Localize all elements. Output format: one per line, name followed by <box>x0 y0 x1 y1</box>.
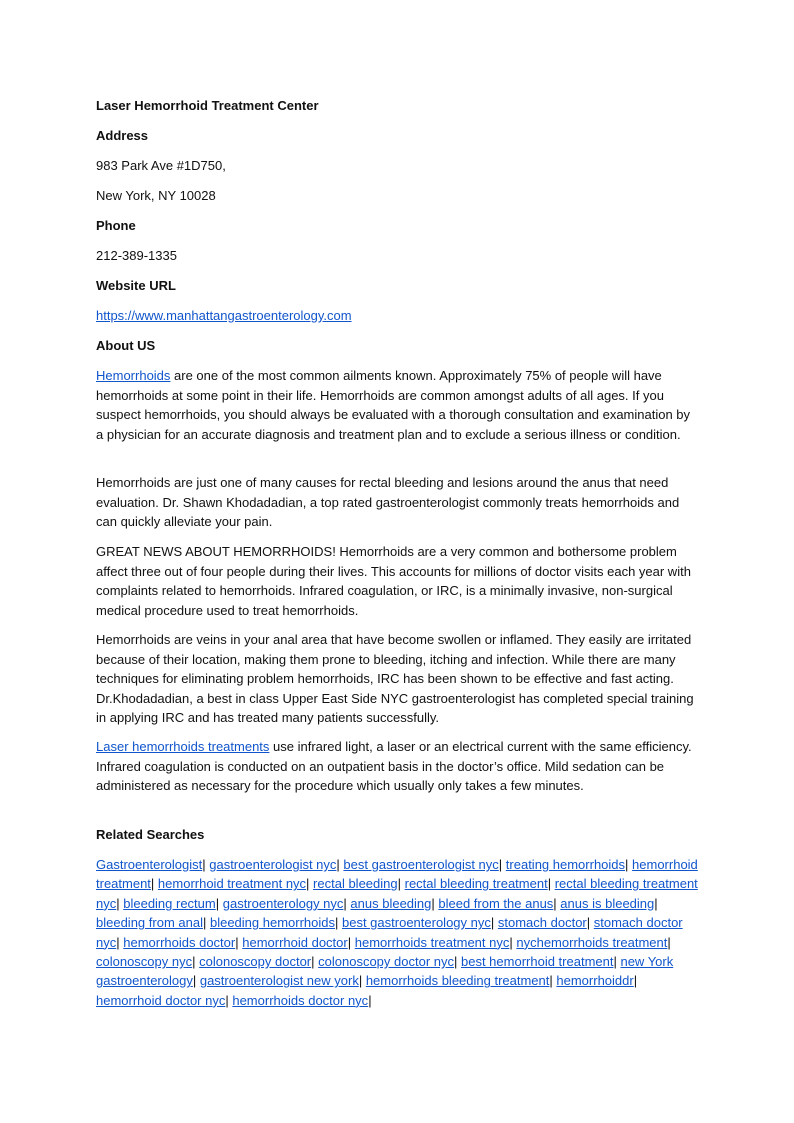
related-search-link[interactable]: anus is bleeding <box>560 895 655 911</box>
address-line-2: New York, NY 10028 <box>96 188 216 203</box>
related-search-link[interactable]: hemorrhoid doctor nyc <box>96 992 226 1008</box>
related-search-link[interactable]: colonoscopy doctor nyc <box>318 954 454 970</box>
related-search-link[interactable]: rectal bleeding treatment <box>404 876 548 892</box>
link-separator: | <box>202 857 210 872</box>
link-separator: | <box>150 876 158 892</box>
related-search-link[interactable]: rectal bleeding <box>313 876 398 892</box>
link-separator: | <box>654 895 658 911</box>
related-search-link[interactable]: stomach doctor <box>497 915 587 931</box>
link-separator: | <box>553 895 561 911</box>
about-paragraph-5 <box>96 737 698 796</box>
link-separator: | <box>397 876 405 892</box>
related-search-link[interactable]: nychemorrhoids treatment <box>516 934 668 950</box>
related-search-link[interactable]: best hemorrhoid treatment <box>461 954 614 970</box>
related-search-link[interactable]: colonoscopy nyc <box>96 954 193 970</box>
about-paragraph-4: Hemorrhoids are veins in your anal area that have become swollen or inflamed. They easily are irritated because of their location, making them prone to bleeding, itching and infection. While there are many techniques for eliminating problem hemorrhoids, IRC has been shown to be effective and fast acting. Dr.Khodadadian, a best in class Upper East Side NYC gastroenterologist has completed special training in applying IRC and has treated many patients successfully. <box>96 632 694 725</box>
related-search-link[interactable]: hemorrhoiddr <box>556 973 634 989</box>
link-separator: | <box>431 895 439 911</box>
link-separator: | <box>454 954 461 970</box>
related-searches-heading: Related Searches <box>96 827 205 842</box>
related-search-link[interactable]: bleeding from anal <box>96 915 203 931</box>
link-separator: | <box>498 857 506 872</box>
link-separator: | <box>215 895 223 911</box>
address-line-1: 983 Park Ave #1D750, <box>96 158 226 173</box>
link-separator: | <box>633 973 638 989</box>
related-search-link[interactable]: treating hemorrhoids <box>505 857 626 872</box>
related-search-link[interactable]: rectal bleeding treatment nyc <box>96 876 698 911</box>
link-separator: | <box>368 992 372 1008</box>
phone-heading: Phone <box>96 218 136 233</box>
link-separator: | <box>343 895 351 911</box>
link-separator: | <box>235 934 243 950</box>
link-separator: | <box>358 973 366 989</box>
related-search-link[interactable]: hemorrhoids bleeding treatment <box>365 973 550 989</box>
related-search-link[interactable]: hemorrhoids treatment nyc <box>354 934 510 950</box>
link-separator: | <box>509 934 517 950</box>
link-separator: | <box>225 992 233 1008</box>
related-search-link[interactable]: bleed from the anus <box>438 895 554 911</box>
about-paragraph-5-text: use infrared light, a laser or an electrical current with the same efficiency. Infrared coagulation is conducted on an outpatient basis in the doctor’s office. Mild sedation can be administered as necessary for the procedure which usually only takes a few minutes. <box>96 739 692 793</box>
related-search-link[interactable]: gastroenterology nyc <box>222 895 344 911</box>
related-search-link[interactable]: gastroenterologist new york <box>199 973 359 989</box>
about-heading: About US <box>96 338 156 353</box>
related-search-link[interactable]: anus bleeding <box>350 895 432 911</box>
link-separator: | <box>549 973 557 989</box>
related-search-link[interactable]: bleeding rectum <box>123 895 216 911</box>
about-paragraph-1 <box>96 366 698 444</box>
link-separator: | <box>586 915 594 931</box>
link-separator: | <box>192 973 200 989</box>
link-separator: | <box>311 954 319 970</box>
related-search-link[interactable]: hemorrhoid treatment nyc <box>157 876 307 892</box>
link-separator: | <box>202 915 210 931</box>
related-search-link[interactable]: best gastroenterologist nyc <box>343 857 499 872</box>
related-search-link[interactable]: stomach doctor nyc <box>96 915 683 950</box>
link-separator: | <box>335 915 342 931</box>
website-link[interactable]: https://www.manhattangastroenterology.com <box>96 308 352 323</box>
related-search-link[interactable]: hemorrhoid doctor <box>242 934 348 950</box>
link-separator: | <box>490 915 498 931</box>
related-search-link[interactable]: hemorrhoids doctor <box>123 934 236 950</box>
link-separator: | <box>347 934 355 950</box>
about-paragraph-3: GREAT NEWS ABOUT HEMORRHOIDS! Hemorrhoids are a very common and bothersome problem affect three out of four people during their lives. This accounts for millions of doctor visits each year with complaints related to hemorrhoids. Infrared coagulation, or IRC, is a minimally invasive, non-surgical medical procedure used to treat hemorrhoids. <box>96 544 691 618</box>
document-title: Laser Hemorrhoid Treatment Center <box>96 98 319 113</box>
address-heading: Address <box>96 128 149 143</box>
related-search-link[interactable]: bleeding hemorrhoids <box>209 915 335 931</box>
link-separator: | <box>547 876 555 892</box>
link-separator: | <box>306 876 314 892</box>
website-heading: Website URL <box>96 278 176 293</box>
related-search-link[interactable]: hemorrhoids doctor nyc <box>232 992 369 1008</box>
laser-treatments-link[interactable]: Laser hemorrhoids treatments <box>96 739 270 754</box>
link-separator: | <box>625 857 633 872</box>
link-separator: | <box>667 934 671 950</box>
hemorrhoids-link[interactable]: Hemorrhoids <box>96 368 171 383</box>
about-paragraph-2: Hemorrhoids are just one of many causes for rectal bleeding and lesions around the anus that need evaluation. Dr. Shawn Khodadadian, a top rated gastroenterologist commonly treats hemorrhoids and can quickly alleviate your pain. <box>96 475 680 529</box>
link-separator: | <box>192 954 200 970</box>
link-separator: | <box>116 895 124 911</box>
link-separator: | <box>116 934 124 950</box>
link-separator: | <box>613 954 621 970</box>
related-searches-list <box>96 855 698 1010</box>
related-search-link[interactable]: best gastroenterology nyc <box>342 915 491 931</box>
about-paragraph-1-text: are one of the most common ailments known. Approximately 75% of people will have hemorrhoids at some point in their life. Hemorrhoids are common amongst adults of all ages. If you suspect hemorrhoids, you should always be evaluated with a thorough consultation and examination by a physician for an accurate diagnosis and treatment plan and to exclude a serious illness or condition. <box>96 368 691 442</box>
link-separator: | <box>336 857 344 872</box>
related-search-link[interactable]: Gastroenterologist <box>96 857 203 872</box>
related-search-link[interactable]: colonoscopy doctor <box>199 954 312 970</box>
related-search-link[interactable]: hemorrhoid treatment <box>96 857 698 892</box>
related-search-link[interactable]: gastroenterologist nyc <box>209 857 337 872</box>
phone-number: 212-389-1335 <box>96 248 177 263</box>
related-search-link[interactable]: new York gastroenterology <box>96 954 674 989</box>
